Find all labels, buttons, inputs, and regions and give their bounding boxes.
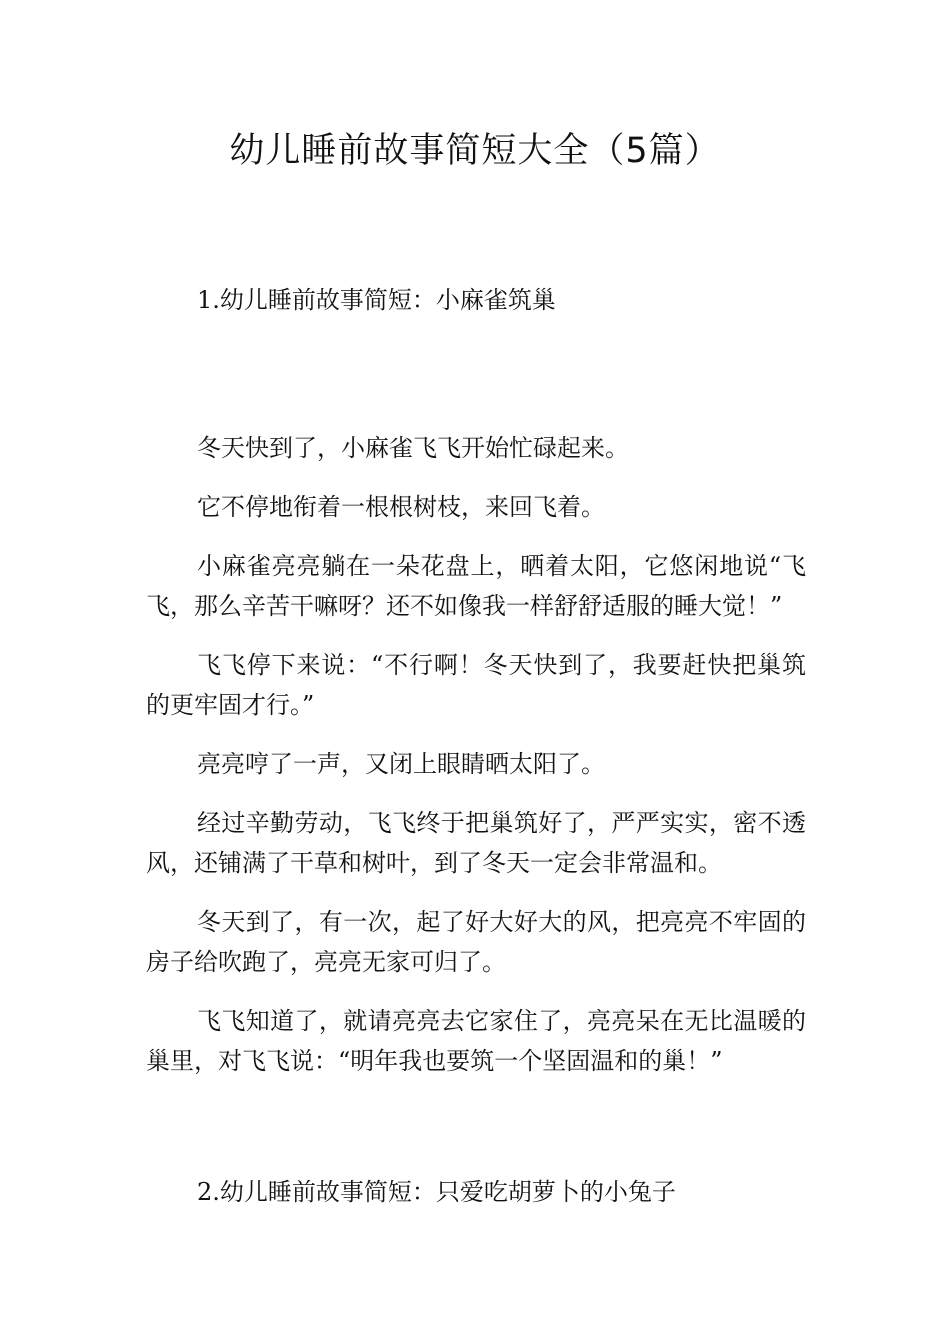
paragraph: 亮亮哼了一声，又闭上眼睛晒太阳了。 [197,750,605,778]
section-1-body [146,428,806,1100]
section-heading-2: 2.幼儿睡前故事简短：只爱吃胡萝卜的小兔子 [197,1178,676,1206]
paragraph: 小麻雀亮亮躺在一朵花盘上，晒着太阳，它悠闲地说“飞飞，那么辛苦干嘛呀？还不如像我一样舒舒适服的睡大觉！” [146,552,806,620]
paragraph: 飞飞停下来说：“不行啊！冬天快到了，我要赶快把巢筑的更牢固才行。” [146,651,806,719]
paragraph: 冬天快到了，小麻雀飞飞开始忙碌起来。 [197,434,629,462]
paragraph: 冬天到了，有一次，起了好大好大的风，把亮亮不牢固的房子给吹跑了，亮亮无家可归了。 [146,908,806,976]
document-title: 幼儿睡前故事简短大全（5篇） [229,131,721,171]
paragraph: 经过辛勤劳动，飞飞终于把巢筑好了，严严实实，密不透风，还铺满了干草和树叶，到了冬天一定会非常温和。 [146,809,806,877]
section-heading-1: 1.幼儿睡前故事简短：小麻雀筑巢 [197,286,556,314]
paragraph: 飞飞知道了，就请亮亮去它家住了，亮亮呆在无比温暖的巢里，对飞飞说：“明年我也要筑一个坚固温和的巢！” [146,1007,806,1075]
paragraph: 它不停地衔着一根根树枝，来回飞着。 [197,493,605,521]
